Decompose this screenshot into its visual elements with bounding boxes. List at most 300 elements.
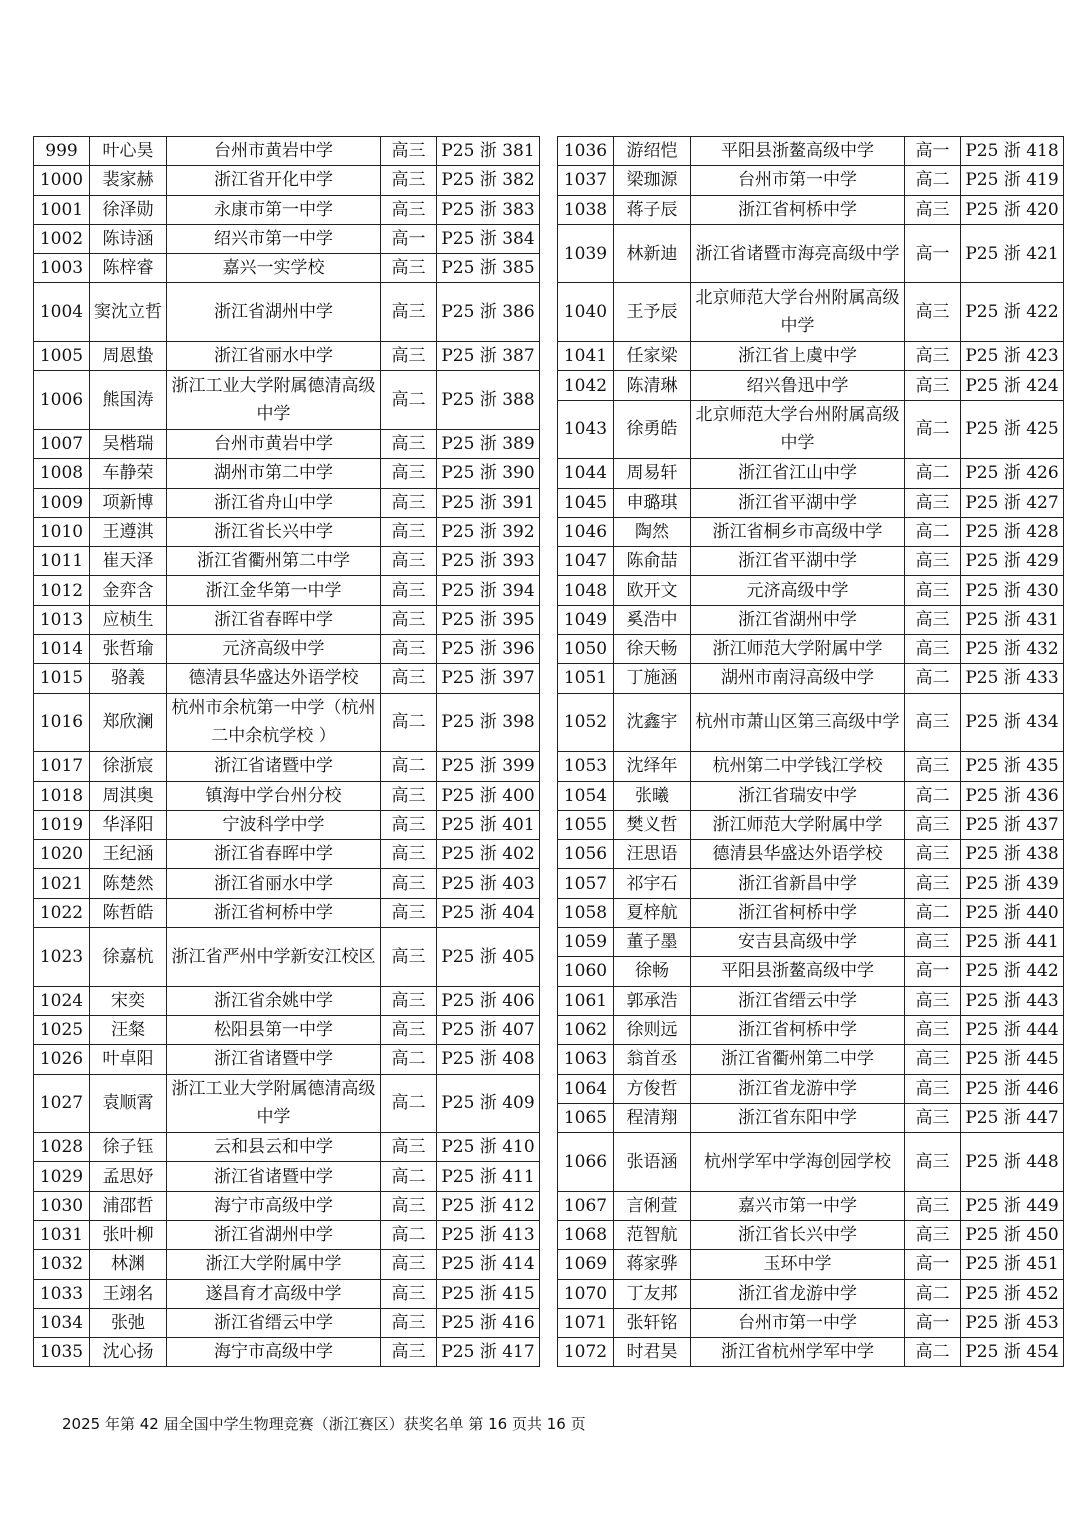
row-number: 1030 [34,1191,90,1220]
student-name: 徐子钰 [90,1133,167,1162]
table-row [34,1074,540,1133]
student-name: 张轩铭 [614,1308,691,1337]
school-name: 德清县华盛达外语学校 [167,664,381,693]
row-number: 1064 [558,1074,614,1103]
award-code: P25 浙 390 [437,459,540,488]
student-name: 裴家赫 [90,166,167,195]
table-row [558,840,1064,869]
table-row [34,1250,540,1279]
school-name: 浙江省平湖中学 [691,488,905,517]
student-name: 周淇奥 [90,781,167,810]
right-award-table [557,136,1064,1367]
grade: 高三 [905,1074,961,1103]
award-code: P25 浙 392 [437,517,540,546]
table-row [558,1103,1064,1132]
table-row [34,1279,540,1308]
grade: 高三 [381,986,437,1015]
school-name: 台州市黄岩中学 [167,429,381,458]
award-code: P25 浙 434 [961,693,1064,752]
grade: 高三 [905,576,961,605]
row-number: 1063 [558,1045,614,1074]
table-row [34,429,540,458]
school-name: 浙江省严州中学新安江校区 [167,928,381,987]
school-name: 浙江省春晖中学 [167,840,381,869]
table-row [34,693,540,752]
award-code: P25 浙 397 [437,664,540,693]
grade: 高三 [905,810,961,839]
row-number: 1016 [34,693,90,752]
table-row [34,371,540,430]
grade: 高二 [905,664,961,693]
table-row [34,928,540,987]
table-row [558,400,1064,459]
student-name: 陈梓睿 [90,254,167,283]
school-name: 浙江省缙云中学 [167,1308,381,1337]
award-code: P25 浙 414 [437,1250,540,1279]
award-code: P25 浙 400 [437,781,540,810]
school-name: 浙江省舟山中学 [167,488,381,517]
school-name: 北京师范大学台州附属高级中学 [691,400,905,459]
row-number: 1011 [34,547,90,576]
award-code: P25 浙 432 [961,635,1064,664]
row-number: 1035 [34,1338,90,1367]
grade: 高三 [905,283,961,342]
table-row [558,283,1064,342]
table-row [558,1133,1064,1192]
table-row [558,1338,1064,1367]
row-number: 1062 [558,1015,614,1044]
student-name: 陶然 [614,517,691,546]
grade: 高三 [381,840,437,869]
row-number: 1043 [558,400,614,459]
school-name: 嘉兴一实学校 [167,254,381,283]
row-number: 1048 [558,576,614,605]
award-code: P25 浙 420 [961,195,1064,224]
grade: 高三 [905,1133,961,1192]
table-row [558,1191,1064,1220]
table-row [558,664,1064,693]
table-row [558,1045,1064,1074]
row-number: 1025 [34,1015,90,1044]
grade: 高三 [381,1250,437,1279]
student-name: 林新迪 [614,224,691,283]
school-name: 台州市第一中学 [691,1308,905,1337]
award-code: P25 浙 439 [961,869,1064,898]
grade: 高三 [381,810,437,839]
grade: 高三 [381,576,437,605]
school-name: 浙江师范大学附属中学 [691,635,905,664]
school-name: 浙江金华第一中学 [167,576,381,605]
award-code: P25 浙 401 [437,810,540,839]
award-code: P25 浙 428 [961,517,1064,546]
row-number: 1014 [34,635,90,664]
student-name: 梁珈源 [614,166,691,195]
grade: 高二 [381,1045,437,1074]
row-number: 1002 [34,224,90,253]
grade: 高三 [381,459,437,488]
grade: 高三 [381,781,437,810]
row-number: 1028 [34,1133,90,1162]
school-name: 北京师范大学台州附属高级中学 [691,283,905,342]
row-number: 1040 [558,283,614,342]
school-name: 浙江省诸暨中学 [167,1045,381,1074]
row-number: 1069 [558,1250,614,1279]
grade: 高三 [381,342,437,371]
student-name: 林渊 [90,1250,167,1279]
grade: 高三 [381,1015,437,1044]
award-code: P25 浙 387 [437,342,540,371]
row-number: 1036 [558,137,614,166]
grade: 高三 [905,547,961,576]
table-row [34,517,540,546]
award-code: P25 浙 430 [961,576,1064,605]
row-number: 1060 [558,957,614,986]
row-number: 1068 [558,1220,614,1249]
school-name: 湖州市第二中学 [167,459,381,488]
award-code: P25 浙 424 [961,371,1064,400]
award-code: P25 浙 435 [961,752,1064,781]
award-code: P25 浙 410 [437,1133,540,1162]
school-name: 浙江省长兴中学 [167,517,381,546]
award-code: P25 浙 413 [437,1220,540,1249]
student-name: 范智航 [614,1220,691,1249]
award-code: P25 浙 406 [437,986,540,1015]
award-code: P25 浙 427 [961,488,1064,517]
school-name: 浙江大学附属中学 [167,1250,381,1279]
school-name: 海宁市高级中学 [167,1191,381,1220]
school-name: 浙江省诸暨中学 [167,752,381,781]
school-name: 浙江省诸暨中学 [167,1162,381,1191]
student-name: 张叶柳 [90,1220,167,1249]
award-code: P25 浙 409 [437,1074,540,1133]
grade: 高一 [905,137,961,166]
row-number: 1000 [34,166,90,195]
student-name: 浦邵哲 [90,1191,167,1220]
row-number: 1026 [34,1045,90,1074]
student-name: 樊义哲 [614,810,691,839]
school-name: 浙江省丽水中学 [167,342,381,371]
award-code: P25 浙 445 [961,1045,1064,1074]
grade: 高三 [381,195,437,224]
award-code: P25 浙 433 [961,664,1064,693]
award-code: P25 浙 452 [961,1279,1064,1308]
student-name: 陈诗涵 [90,224,167,253]
grade: 高一 [905,957,961,986]
table-row [558,986,1064,1015]
row-number: 1005 [34,342,90,371]
grade: 高一 [381,224,437,253]
student-name: 袁顺霄 [90,1074,167,1133]
table-row [34,224,540,253]
student-name: 蒋家骅 [614,1250,691,1279]
grade: 高三 [905,840,961,869]
grade: 高三 [381,605,437,634]
student-name: 夏梓航 [614,898,691,927]
row-number: 1054 [558,781,614,810]
school-name: 杭州市余杭第一中学（杭州二中余杭学校 ） [167,693,381,752]
row-number: 1067 [558,1191,614,1220]
student-name: 沈心扬 [90,1338,167,1367]
award-code: P25 浙 385 [437,254,540,283]
student-name: 熊国涛 [90,371,167,430]
award-code: P25 浙 396 [437,635,540,664]
row-number: 1044 [558,459,614,488]
grade: 高三 [381,488,437,517]
student-name: 张语涵 [614,1133,691,1192]
school-name: 浙江省龙游中学 [691,1074,905,1103]
row-number: 1003 [34,254,90,283]
award-code: P25 浙 454 [961,1338,1064,1367]
school-name: 台州市第一中学 [691,166,905,195]
left-award-table [33,136,540,1367]
student-name: 徐畅 [614,957,691,986]
table-row [34,664,540,693]
award-code: P25 浙 442 [961,957,1064,986]
row-number: 1045 [558,488,614,517]
student-name: 叶卓阳 [90,1045,167,1074]
grade: 高三 [905,1103,961,1132]
award-code: P25 浙 395 [437,605,540,634]
school-name: 镇海中学台州分校 [167,781,381,810]
row-number: 1042 [558,371,614,400]
grade: 高二 [381,1220,437,1249]
student-name: 蒋子辰 [614,195,691,224]
award-code: P25 浙 431 [961,605,1064,634]
school-name: 杭州第二中学钱江学校 [691,752,905,781]
award-code: P25 浙 450 [961,1220,1064,1249]
student-name: 祁宇石 [614,869,691,898]
student-name: 汪思语 [614,840,691,869]
table-row [34,898,540,927]
award-code: P25 浙 399 [437,752,540,781]
award-code: P25 浙 412 [437,1191,540,1220]
school-name: 浙江省新昌中学 [691,869,905,898]
row-number: 1059 [558,928,614,957]
grade: 高三 [381,869,437,898]
student-name: 徐天畅 [614,635,691,664]
row-number: 1022 [34,898,90,927]
grade: 高二 [905,1279,961,1308]
table-row [558,1220,1064,1249]
student-name: 陈清琳 [614,371,691,400]
row-number: 1052 [558,693,614,752]
row-number: 1008 [34,459,90,488]
table-row [34,840,540,869]
table-row [34,752,540,781]
student-name: 沈绎年 [614,752,691,781]
student-name: 徐则远 [614,1015,691,1044]
award-code: P25 浙 389 [437,429,540,458]
award-code: P25 浙 443 [961,986,1064,1015]
school-name: 浙江省龙游中学 [691,1279,905,1308]
school-name: 浙江省诸暨市海亮高级中学 [691,224,905,283]
student-name: 游绍恺 [614,137,691,166]
school-name: 玉环中学 [691,1250,905,1279]
row-number: 1017 [34,752,90,781]
grade: 高三 [905,635,961,664]
student-name: 徐嘉杭 [90,928,167,987]
table-row [34,1338,540,1367]
table-row [558,137,1064,166]
student-name: 汪粲 [90,1015,167,1044]
row-number: 1037 [558,166,614,195]
school-name: 浙江省柯桥中学 [691,195,905,224]
student-name: 金弈含 [90,576,167,605]
grade: 高二 [905,459,961,488]
award-code: P25 浙 398 [437,693,540,752]
student-name: 欧开文 [614,576,691,605]
row-number: 1041 [558,342,614,371]
row-number: 1021 [34,869,90,898]
row-number: 1070 [558,1279,614,1308]
grade: 高三 [905,195,961,224]
row-number: 1056 [558,840,614,869]
student-name: 徐浙宸 [90,752,167,781]
student-name: 周恩蛰 [90,342,167,371]
table-row [558,342,1064,371]
student-name: 张哲瑜 [90,635,167,664]
table-row [558,635,1064,664]
student-name: 时君昊 [614,1338,691,1367]
school-name: 浙江省上虞中学 [691,342,905,371]
school-name: 海宁市高级中学 [167,1338,381,1367]
student-name: 申璐琪 [614,488,691,517]
row-number: 1007 [34,429,90,458]
student-name: 翁首丞 [614,1045,691,1074]
school-name: 松阳县第一中学 [167,1015,381,1044]
table-row [558,1308,1064,1337]
student-name: 丁施涵 [614,664,691,693]
table-row [34,869,540,898]
row-number: 1018 [34,781,90,810]
award-code: P25 浙 451 [961,1250,1064,1279]
school-name: 浙江省柯桥中学 [691,898,905,927]
school-name: 杭州市萧山区第三高级中学 [691,693,905,752]
row-number: 1071 [558,1308,614,1337]
school-name: 浙江工业大学附属德清高级中学 [167,371,381,430]
grade: 高二 [905,400,961,459]
school-name: 浙江省桐乡市高级中学 [691,517,905,546]
table-row [558,928,1064,957]
award-code: P25 浙 436 [961,781,1064,810]
table-row [34,1133,540,1162]
student-name: 王纪涵 [90,840,167,869]
school-name: 元济高级中学 [691,576,905,605]
student-name: 王遵淇 [90,517,167,546]
school-name: 绍兴鲁迅中学 [691,371,905,400]
left-table-body [34,137,540,1367]
award-code: P25 浙 394 [437,576,540,605]
student-name: 王翊名 [90,1279,167,1308]
award-code: P25 浙 438 [961,840,1064,869]
table-row [34,781,540,810]
table-row [34,254,540,283]
award-code: P25 浙 402 [437,840,540,869]
row-number: 1072 [558,1338,614,1367]
table-row [34,1045,540,1074]
row-number: 1012 [34,576,90,605]
table-row [558,1015,1064,1044]
award-code: P25 浙 426 [961,459,1064,488]
row-number: 1057 [558,869,614,898]
school-name: 德清县华盛达外语学校 [691,840,905,869]
grade: 高一 [905,1308,961,1337]
grade: 高二 [905,781,961,810]
student-name: 沈鑫宇 [614,693,691,752]
school-name: 杭州学军中学海创园学校 [691,1133,905,1192]
grade: 高三 [905,1191,961,1220]
grade: 高三 [905,342,961,371]
award-code: P25 浙 386 [437,283,540,342]
grade: 高三 [381,1338,437,1367]
award-code: P25 浙 416 [437,1308,540,1337]
row-number: 1055 [558,810,614,839]
student-name: 任家梁 [614,342,691,371]
student-name: 徐勇皓 [614,400,691,459]
row-number: 1051 [558,664,614,693]
row-number: 1047 [558,547,614,576]
table-row [34,137,540,166]
student-name: 王予辰 [614,283,691,342]
table-row [34,283,540,342]
row-number: 1020 [34,840,90,869]
table-row [34,576,540,605]
school-name: 浙江省杭州学军中学 [691,1338,905,1367]
table-row [34,986,540,1015]
school-name: 浙江省衢州第二中学 [691,1045,905,1074]
student-name: 陈楚然 [90,869,167,898]
grade: 高二 [381,752,437,781]
student-name: 华泽阳 [90,810,167,839]
table-row [558,459,1064,488]
table-row [34,1191,540,1220]
student-name: 徐泽勋 [90,195,167,224]
grade: 高三 [381,137,437,166]
award-code: P25 浙 411 [437,1162,540,1191]
row-number: 999 [34,137,90,166]
school-name: 浙江省春晖中学 [167,605,381,634]
student-name: 吴楷瑞 [90,429,167,458]
student-name: 郭承浩 [614,986,691,1015]
school-name: 浙江省湖州中学 [167,283,381,342]
student-name: 董子墨 [614,928,691,957]
grade: 高二 [905,1338,961,1367]
award-code: P25 浙 441 [961,928,1064,957]
award-code: P25 浙 388 [437,371,540,430]
award-code: P25 浙 407 [437,1015,540,1044]
school-name: 浙江省缙云中学 [691,986,905,1015]
row-number: 1032 [34,1250,90,1279]
table-row [558,693,1064,752]
table-row [34,342,540,371]
student-name: 言俐萱 [614,1191,691,1220]
award-code: P25 浙 405 [437,928,540,987]
award-code: P25 浙 444 [961,1015,1064,1044]
table-row [558,810,1064,839]
table-row [558,1250,1064,1279]
row-number: 1027 [34,1074,90,1133]
school-name: 浙江省柯桥中学 [167,898,381,927]
grade: 高二 [905,166,961,195]
table-row [558,576,1064,605]
school-name: 浙江省衢州第二中学 [167,547,381,576]
grade: 高三 [381,166,437,195]
table-row [558,869,1064,898]
row-number: 1024 [34,986,90,1015]
school-name: 湖州市南浔高级中学 [691,664,905,693]
award-code: P25 浙 421 [961,224,1064,283]
row-number: 1038 [558,195,614,224]
